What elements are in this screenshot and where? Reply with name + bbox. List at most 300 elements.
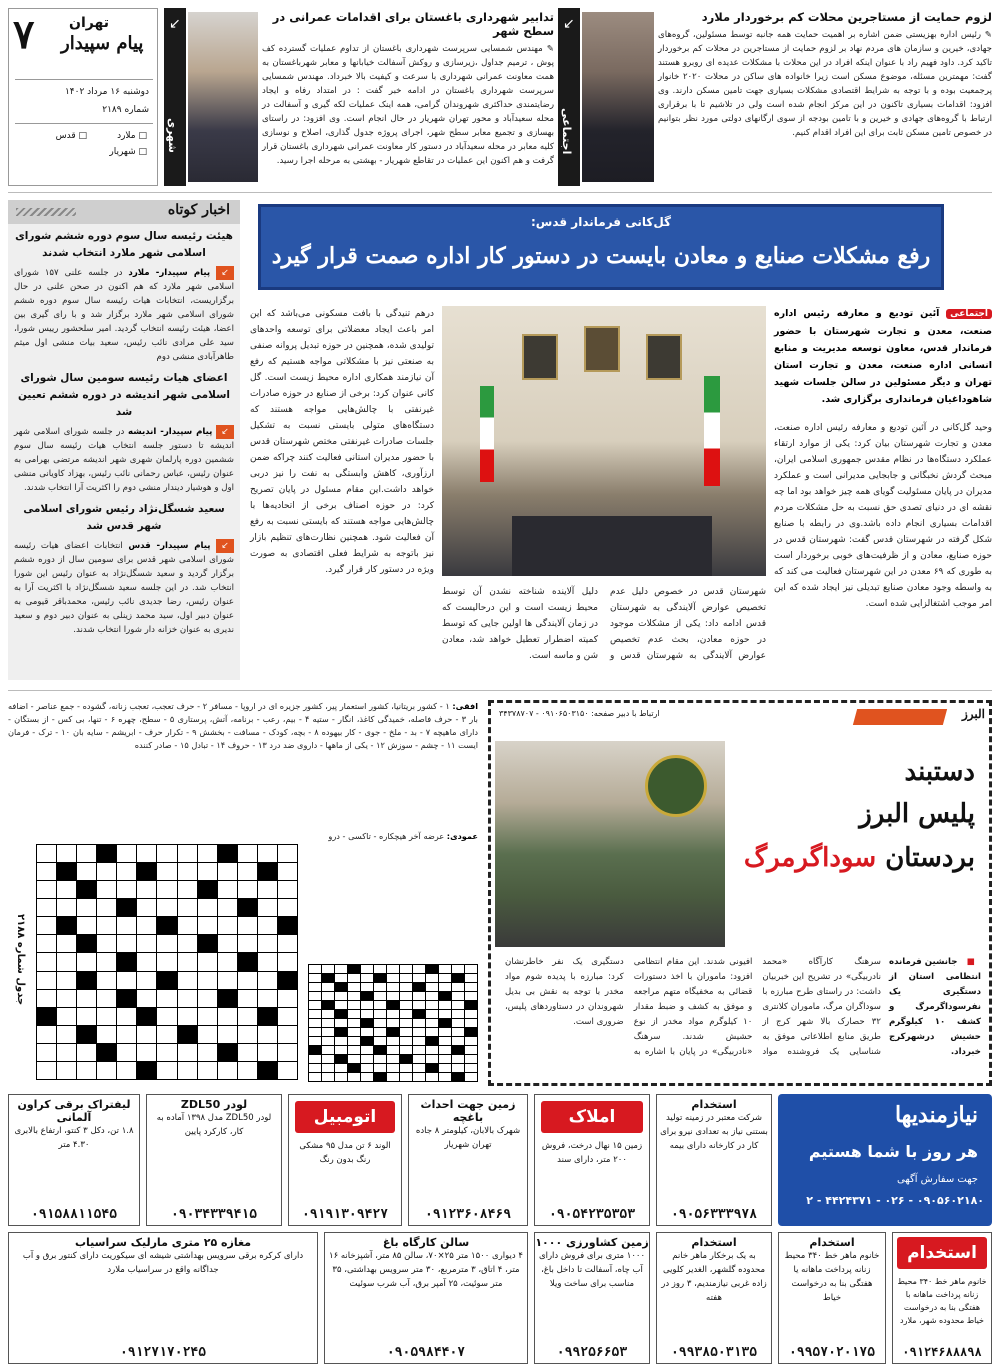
crossword-cell <box>37 990 56 1007</box>
crossword-cell <box>198 845 217 862</box>
main-headline-box <box>258 204 944 290</box>
crossword-cell <box>57 972 76 989</box>
crossword-cell <box>348 992 360 1000</box>
crossword-black-cell <box>137 863 156 880</box>
police-title-1: دستبند <box>904 757 975 787</box>
crossword-cell <box>387 965 399 973</box>
crossword-cell <box>218 972 237 989</box>
police-emblem <box>645 755 707 817</box>
crossword-black-cell <box>452 974 464 982</box>
crossword-cell <box>387 974 399 982</box>
crossword-cell <box>309 992 321 1000</box>
crossword-cell <box>57 1008 76 1025</box>
police-title-3: بردستان سوداگرمرگ <box>743 843 975 873</box>
crossword-cell <box>97 1062 116 1079</box>
crossword-cell <box>465 1019 477 1027</box>
crossword-black-cell <box>97 1044 116 1061</box>
crossword-cell <box>413 1028 425 1036</box>
crossword-cell <box>400 992 412 1000</box>
arrow-icon: ↙ <box>563 16 575 32</box>
crossword-cell <box>198 1044 217 1061</box>
crossword-black-cell <box>178 1026 197 1043</box>
short-news-body: ↙ پیام سپیدار- اندیشه در جلسه شورای اسلامی شهر اندیشه تا دستور جلسه انتخاب هیات رئیسه سال سوم ششمین دوره پارلمان شهری شهر اندیشه مرتضی بهرامی به عنوان رئیس، عباس رحمانی نائب رئیس، بهزاد کاویانی منشی اول و هوشیار دیندار منشی دوم را اکثریت آرا انتخاب شدند. <box>14 427 234 493</box>
crossword-cell <box>218 1008 237 1025</box>
crossword-cell <box>439 1064 451 1072</box>
ad-phone: ۰۹۰۵۴۲۳۵۳۵۳ <box>548 1207 636 1222</box>
crossword-cell <box>178 972 197 989</box>
crossword-cell <box>309 1037 321 1045</box>
slash-icon <box>16 208 76 216</box>
crossword-black-cell <box>335 1028 347 1036</box>
crossword-cell <box>238 845 257 862</box>
ad-body: شرکت معتبر در زمینه تولید بستنی نیاز به تعدادی نیرو برای کار در کارخانه دارای بیمه <box>660 1113 768 1151</box>
crossword-cell <box>198 972 217 989</box>
crossword-cell <box>178 845 197 862</box>
niazmandiha-slogan: هر روز با شما هستیم <box>808 1142 978 1161</box>
crossword-cell <box>426 992 438 1000</box>
classified-ad <box>408 1094 528 1226</box>
crossword-cell <box>439 1046 451 1054</box>
top-story-1 <box>262 10 554 186</box>
crossword-cell <box>77 899 96 916</box>
section-strip-social <box>558 8 580 186</box>
crossword-cell <box>361 1028 373 1036</box>
crossword-cell <box>387 1037 399 1045</box>
crossword-cell <box>57 1044 76 1061</box>
crossword-cell <box>77 990 96 1007</box>
crossword-cell <box>361 1064 373 1072</box>
crossword-cell <box>278 1008 297 1025</box>
crossword-cell <box>439 1028 451 1036</box>
crossword-cell <box>335 992 347 1000</box>
ad-phone: ۰۹۱۵۸۸۱۱۵۴۵ <box>30 1207 118 1222</box>
niazmandiha-title: نیازمندیها <box>894 1102 978 1128</box>
classified-ad <box>778 1232 886 1364</box>
crossword-black-cell <box>198 881 217 898</box>
crossword-black-cell <box>278 972 297 989</box>
ad-body: ۴ دیواری ۱۵۰۰ متر ۲۵×۷۰، سالن ۸۵ متر، آشپزخانه ۱۶ متر، ۴ اتاق، ۳ مترمربع، ۳۰ متر سرویس بهداشتی، ۳۵ متر سوئیت، ۲۵ آمپر برق، آب شرب سوئیت <box>329 1251 523 1289</box>
crossword-black-cell <box>348 1064 360 1072</box>
crossword-cell <box>413 1064 425 1072</box>
crossword-cell <box>348 1055 360 1063</box>
crossword-cell <box>452 1028 464 1036</box>
crossword-cell <box>413 1073 425 1081</box>
crossword-black-cell <box>238 899 257 916</box>
crossword-cell <box>178 953 197 970</box>
crossword-cell <box>439 1037 451 1045</box>
crossword-black-cell <box>117 953 136 970</box>
crossword-cell <box>361 965 373 973</box>
crossword-black-cell <box>57 917 76 934</box>
crossword-cell <box>137 845 156 862</box>
classifieds <box>8 1094 992 1364</box>
crossword-cell <box>335 1019 347 1027</box>
crossword-cell <box>465 992 477 1000</box>
crossword-cell <box>97 1026 116 1043</box>
crossword-cell <box>335 1001 347 1009</box>
crossword-cell <box>413 1019 425 1027</box>
crossword-cell <box>238 1026 257 1043</box>
crossword-cell <box>309 1028 321 1036</box>
crossword-cell <box>77 863 96 880</box>
iran-flag <box>480 386 494 482</box>
contact-line: ارتباط با دبیر صفحه: ۰۹۱۰۶۵۰۳۱۵۰ - ۳۴۳۷۸۷۰۷ <box>499 709 660 718</box>
crossword-black-cell <box>157 972 176 989</box>
meeting-table <box>512 516 712 576</box>
crossword-cell <box>157 1026 176 1043</box>
crossword-cell <box>374 1037 386 1045</box>
crossword-cell <box>37 881 56 898</box>
police-col-1 <box>980 1075 981 1076</box>
crossword-cell <box>238 1008 257 1025</box>
crossword-cell <box>97 881 116 898</box>
crossword-cell <box>452 1001 464 1009</box>
crossword-cell <box>178 881 197 898</box>
crossword-cell <box>439 1001 451 1009</box>
police-lead: ■ جانشین فرمانده انتظامی استان از دستگیری یک نفرسوداگرمرگ و کشف ۱۰ کیلوگرم حشیش درشهرکرج خبرداد. <box>889 957 981 1057</box>
crossword-cell <box>97 953 116 970</box>
crossword-cell <box>426 1001 438 1009</box>
crossword-cell <box>439 965 451 973</box>
crossword-cell <box>137 935 156 952</box>
crossword-cell <box>37 972 56 989</box>
ad-phone: ۰۹۹۳۸۵۰۳۱۳۵ <box>670 1345 758 1360</box>
ad-title: مغازه ۲۵ متری مارلیک سراسیاب <box>74 1236 252 1249</box>
crossword-cell <box>465 1055 477 1063</box>
police-story <box>488 700 992 1086</box>
ad-body: به یک برخکار ماهر خانم محدوده گلشهر، الغدیر کلویی زاده غربی نیازمندیم، ۳ روز در هفته <box>661 1251 767 1303</box>
crossword-cell <box>37 917 56 934</box>
crossword-black-cell <box>278 917 297 934</box>
ad-title: لودر ZDL50 <box>180 1098 248 1111</box>
crossword-cell <box>57 845 76 862</box>
crossword-cell <box>426 983 438 991</box>
crossword-cell <box>97 935 116 952</box>
crossword-cell <box>117 881 136 898</box>
crossword-cell <box>335 1064 347 1072</box>
crossword-black-cell <box>335 1010 347 1018</box>
crossword-cell <box>361 1046 373 1054</box>
ad-phone: ۰۹۱۹۱۳۰۹۴۲۷ <box>301 1207 389 1222</box>
crossword-black-cell <box>387 1001 399 1009</box>
crossword-cell <box>117 917 136 934</box>
crossword-cell <box>157 1044 176 1061</box>
crossword-cell <box>400 1010 412 1018</box>
crossword-cell <box>37 863 56 880</box>
crossword-black-cell <box>258 1008 277 1025</box>
news-arrow-icon: ↙ <box>216 266 234 280</box>
story-title: لزوم حمایت از مستاجرین محلات کم برخوردار ملارد <box>701 10 992 24</box>
ad-phone: ۰۹۰۵۶۳۳۳۹۷۸ <box>670 1207 758 1222</box>
ad-body: ۱.۸ تن، دکل ۳ کنتو، ارتفاع بالابری ۴.۳۰ متر <box>14 1126 134 1150</box>
ad-title: استخدام <box>691 1098 737 1111</box>
crossword-cell <box>198 917 217 934</box>
crossword-cell <box>137 917 156 934</box>
niazmandiha-block <box>778 1094 992 1226</box>
ad-phone: ۰۹۹۵۷۰۲۰۱۷۵ <box>788 1345 876 1360</box>
crossword-cell <box>322 1010 334 1018</box>
crossword-cell <box>348 983 360 991</box>
brand-label: البرز <box>961 707 985 721</box>
crossword-cell <box>178 917 197 934</box>
crossword-cell <box>309 1055 321 1063</box>
crossword-cell <box>465 1073 477 1081</box>
crossword-cell <box>238 972 257 989</box>
crossword-cell <box>278 845 297 862</box>
short-news-header-label: اخبار کوتاه <box>167 202 230 218</box>
portrait-frame <box>584 326 620 372</box>
crossword-cell <box>374 1001 386 1009</box>
crossword-cell <box>387 1064 399 1072</box>
crossword-cell <box>426 1019 438 1027</box>
crossword-black-cell <box>374 1046 386 1054</box>
story-body: ✎ رئیس اداره بهزیستی ضمن اشاره بر اهمیت حمایت همه جانبه توسط مسئولین، گروه‌های جهادی، خیرین و سازمان های مردم نهاد بر لزوم حمایت از مستاجرین در محلات کم برخوردار تاکید کرد. داود فهیم راد با عنوان اینکه افراد در این محلات با مشکلات عدیده ای روبرو هستند گفت: مهمترین مسئله، موضوع مسکن است زیرا خانواده های ساکن در محلات ۲۰۲۰ خانوار پرجمعیت بوده و با توجه به شرایط اقتصادی مشکلات بسیاری جهت تامین مسکن دارند. وی افزود: اقدامات بسیاری تاکنون در این مرکز انجام شده است ولی در تلاشیم تا با برقراری ارتباط با گروه‌های جهادی و خیرین و با تامین بودجه از سوی ارگانهای دولتی مورد نظر بتوانیم در خصوص تامین مسکن ثابت برای این افراد اقدام کنیم. <box>658 30 993 138</box>
crossword-cell <box>198 990 217 1007</box>
crossword-cell <box>77 845 96 862</box>
crossword-cell <box>413 1046 425 1054</box>
crossword-black-cell <box>218 845 237 862</box>
crossword-cell <box>238 935 257 952</box>
crossword-cell <box>387 983 399 991</box>
crossword-cell <box>374 1055 386 1063</box>
crossword-cell <box>348 1073 360 1081</box>
crossword-cell <box>278 935 297 952</box>
crossword-cell <box>322 1019 334 1027</box>
crossword-cell <box>258 845 277 862</box>
crossword-cell <box>57 990 76 1007</box>
crossword-cell <box>400 1073 412 1081</box>
crossword-cell <box>198 899 217 916</box>
main-title: رفع مشکلات صنایع و معادن بایست در دستور کار اداره صمت قرار گیرد <box>271 243 931 269</box>
crossword-cell <box>157 953 176 970</box>
crossword-cell <box>348 1010 360 1018</box>
crossword-cell <box>178 863 197 880</box>
crossword-black-cell <box>198 935 217 952</box>
classified-ad <box>324 1232 528 1364</box>
crossword-cell <box>137 1044 156 1061</box>
crossword-cell <box>387 992 399 1000</box>
crossword-cell <box>117 972 136 989</box>
crossword-black-cell <box>309 1046 321 1054</box>
crossword-cell <box>258 972 277 989</box>
crossword-cell <box>117 863 136 880</box>
portrait-frame <box>646 334 682 380</box>
crossword-cell <box>278 881 297 898</box>
story-title: تدابیر شهرداری باغستان برای اقدامات عمرانی در سطح شهر <box>272 10 554 38</box>
crossword-cell <box>309 1073 321 1081</box>
crossword-cell <box>309 1019 321 1027</box>
crossword-cell <box>309 965 321 973</box>
crossword-down-clues: عمودی: عرضه آخر هیچکاره - تاکسی - درو <box>328 831 478 841</box>
crossword-black-cell <box>137 1008 156 1025</box>
crossword-cell <box>322 1037 334 1045</box>
crossword-cell <box>400 1037 412 1045</box>
logo-main: پیام سپیدار <box>61 33 144 54</box>
hiring-banner-label: استخدام <box>897 1237 987 1269</box>
crossword-cell <box>117 1008 136 1025</box>
crossword-cell <box>439 1010 451 1018</box>
short-news-title: هیئت رئیسه سال سوم دوره ششم شورای اسلامی شهر ملارد انتخاب شدند <box>15 230 233 259</box>
crossword-cell <box>37 1062 56 1079</box>
crossword-cell <box>387 1019 399 1027</box>
main-col-right: وحید گل‌کانی در آئین تودیع و معارفه رئیس اداره صنعت، معدن و تجارت شهرستان بیان کرد: یکی از موارد ارتقاء عملکرد دستگاه‌ها در نظام مقدس جمهوری اسلامی ایران، مبحث گردش نخبگانی و جابجایی مدیرانی است و عملکرد مدیران در پایان مسئولیت گویای همه چیز خواهد بود اما چه نقشه ای در دنیای تصدی حق نسبت به حل مشکلات مردم اقدامات بسیاری انجام داده باشد.وی در رابطه با صنایع شکل گرفته در شهرستان قدس گفت: شهرستان قدس در حوزه صنایع، معادن و از ظرفیت‌های خوبی برخوردار است به طوری که ۶۹ معدن در این شهرستان فعالیت می کند که به واسطه وجود معادن صنایع تبدیلی نیز ایجاد شده که این امر موجب اشتغالزایی شده است. <box>774 423 992 609</box>
crossword-cell <box>97 1008 116 1025</box>
crossword-black-cell <box>452 1046 464 1054</box>
crossword-cell <box>157 990 176 1007</box>
ad-title: استخدام <box>809 1236 855 1249</box>
crossword-black-cell <box>387 1028 399 1036</box>
crossword-cell <box>426 1010 438 1018</box>
crossword-cell <box>37 1044 56 1061</box>
classified-ad <box>146 1094 282 1226</box>
ad-phone: ۰۹۱۲۴۶۸۸۸۹۸ <box>902 1345 982 1359</box>
crossword-cell <box>426 1055 438 1063</box>
crossword-cell <box>137 881 156 898</box>
crossword-cell <box>37 935 56 952</box>
crossword-black-cell <box>335 1055 347 1063</box>
crossword-cell <box>348 974 360 982</box>
crossword-cell <box>387 1010 399 1018</box>
crossword-cell <box>57 1026 76 1043</box>
crossword-cell <box>97 990 116 1007</box>
crossword-cell <box>452 983 464 991</box>
crossword-cell <box>465 1064 477 1072</box>
crossword-cell <box>309 1001 321 1009</box>
crossword-black-cell <box>322 974 334 982</box>
crossword-cell <box>335 1073 347 1081</box>
section-label-urban: شهری <box>166 118 179 154</box>
crossword-cell <box>400 1019 412 1027</box>
crossword-cell <box>218 1062 237 1079</box>
crossword-cell <box>439 974 451 982</box>
crossword-cell <box>37 1026 56 1043</box>
crossword-cell <box>426 1046 438 1054</box>
crossword-cell <box>238 1062 257 1079</box>
crossword-cell <box>335 1037 347 1045</box>
crossword-cell <box>97 863 116 880</box>
pen-icon: ✎ <box>981 30 993 40</box>
ad-title: املاک <box>541 1101 643 1133</box>
crossword-black-cell <box>361 1037 373 1045</box>
portrait-photo-fahimrad <box>582 12 654 182</box>
crossword-cell <box>439 1055 451 1063</box>
crossword-cell <box>452 1019 464 1027</box>
crossword-black-cell <box>218 1044 237 1061</box>
crossword-cell <box>218 953 237 970</box>
crossword-cell <box>309 983 321 991</box>
crossword-cell <box>198 1008 217 1025</box>
crossword-clues: افقی: ۱ - کشور بریتانیا، کشور استعمار پیر، کشور جزیره ای در اروپا - مسافر ۲ - حرف تعجب، تعجب زنانه، گشوده - جمع عناصر - اضافه بار ۳ - حرف فاصله، خمیدگی کاغذ، انگار - ستیه ۴ - بیم، رعب - برنامه، آتش، پرستاری ۵ - سطح، چهره ۶ - تنها، بی کس - از بستگان - دارای ماهیچه ۷ - بد - ملخ - جوی - کار بیهوده ۸ - بچه، کودک - مسافت - بخشش ۹ - تکرار حرف - ابریشم - سایه بان ۱۰ - ترک - فرمان ایست ۱۱ - چشم - سوزش ۱۲ - یکی از ماهها - داروی ضد درد ۱۳ - حروف ۱۴ - تبادل ۱۵ - صادر کننده <box>8 701 478 750</box>
crossword-black-cell <box>465 1028 477 1036</box>
crossword-cell <box>238 990 257 1007</box>
crossword-black-cell <box>117 990 136 1007</box>
crossword-cell <box>374 1019 386 1027</box>
crossword-cell <box>57 1062 76 1079</box>
crossword-cell <box>37 899 56 916</box>
crossword-cell <box>309 1010 321 1018</box>
short-news-title: اعضای هیات رئیسه سومین سال شورای اسلامی شهر اندیشه در دوره ششم تعیین شد <box>17 372 231 418</box>
crossword-cell <box>439 983 451 991</box>
ad-body: خانوم ماهر خط ۳۴۰ محیط زنانه پرداخت ماهانه با هفتگی بنا به درخواست خیاط محدوده شهر، ملارد <box>897 1277 987 1325</box>
crossword-cell <box>258 953 277 970</box>
crossword-cell <box>322 1046 334 1054</box>
crossword-cell <box>198 953 217 970</box>
crossword-cell <box>218 881 237 898</box>
logo-small: تهران <box>69 15 109 31</box>
crossword-cell <box>322 1064 334 1072</box>
divider <box>8 192 992 193</box>
crossword-cell <box>258 990 277 1007</box>
crossword-cell <box>218 917 237 934</box>
crossword-black-cell <box>77 1026 96 1043</box>
crossword-cell <box>198 1026 217 1043</box>
police-body: سرهنگ کارآگاه «محمد نادربیگی» در تشریح این خبربیان داشت: در راستای طرح مبارزه با سوداگران مرگ، ماموران کلانتری ۳۲ حصارک بالا شهر کرج از طریق منابع اطلاعاتی موفق به شناسایی یک فروشنده مواد افیونی شدند. این مقام انتظامی افزود: ماموران با اخذ دستورات قضائی به مخفیگاه متهم مراجعه و موفق به کشف و ضبط مقدار ۱۰ کیلوگرم مواد مخدر از نوع حشیش شدند. سرهنگ «نادربیگی» در پایان با اشاره به دستگیری یک نفر خاطرنشان کرد: مبارزه با پدیده شوم مواد مخدر با توجه به نقش بی بدیل شهروندان در دستاوردهای پلیس، ضروری است. <box>505 957 881 1057</box>
crossword-black-cell <box>400 1055 412 1063</box>
crossword-cell <box>198 863 217 880</box>
top-story-2 <box>658 10 992 186</box>
ad-title: استخدام <box>691 1236 737 1249</box>
crossword-solution-grid <box>308 964 478 1082</box>
crossword-cell <box>361 1010 373 1018</box>
portrait-frame <box>522 334 558 380</box>
crossword-black-cell <box>117 899 136 916</box>
crossword-cell <box>400 983 412 991</box>
crossword-black-cell <box>218 990 237 1007</box>
ad-title: لیفتراک برقی کراون آلمانی <box>17 1098 131 1124</box>
city-qods: □ قدس <box>55 131 87 141</box>
ad-phone: ۰۹۰۳۴۳۳۹۴۱۵ <box>170 1207 258 1222</box>
crossword-cell <box>465 983 477 991</box>
crossword-cell <box>465 1037 477 1045</box>
crossword-cell <box>77 1044 96 1061</box>
crossword-cell <box>117 1062 136 1079</box>
crossword-black-cell <box>157 917 176 934</box>
crossword-cell <box>452 992 464 1000</box>
crossword-cell <box>157 1062 176 1079</box>
crossword-cell <box>117 1026 136 1043</box>
ad-body: دارای کرکره برقی سرویس بهداشتی شیشه ای سیکوریت دارای کنتور برق و آب جداگانه واقع در سراسیاب ملارد <box>22 1251 304 1275</box>
section-label-social: اجتماعی <box>560 108 573 155</box>
crossword-black-cell <box>439 1019 451 1027</box>
crossword-cell <box>157 845 176 862</box>
niazmandiha-phones: ۰۹۰۵۶۰۲۱۸۰ - ۰۲۶ - ۴۴۲۴۳۷۱ - ۲ <box>806 1194 984 1207</box>
crossword-cell <box>97 899 116 916</box>
crossword-cell <box>361 983 373 991</box>
crossword-cell <box>400 974 412 982</box>
crossword-cell <box>400 965 412 973</box>
classified-ad <box>8 1232 318 1364</box>
crossword-cell <box>400 1001 412 1009</box>
crossword-cell <box>439 1073 451 1081</box>
crossword-cell <box>426 1028 438 1036</box>
crossword-cell <box>452 1010 464 1018</box>
crossword-black-cell <box>57 863 76 880</box>
ad-title: زمین جهت احداث باغچه <box>420 1098 516 1124</box>
crossword-cell <box>137 899 156 916</box>
issue-number: شماره ۲۱۸۹ <box>102 105 149 115</box>
crossword-cell <box>178 1008 197 1025</box>
classified-ad <box>534 1232 650 1364</box>
crossword-cell <box>452 1037 464 1045</box>
crossword-cell <box>322 1028 334 1036</box>
crossword-black-cell <box>374 974 386 982</box>
crossword-cell <box>465 1010 477 1018</box>
meeting-photo <box>442 306 766 576</box>
crossword-cell <box>348 1037 360 1045</box>
crossword-cell <box>413 1055 425 1063</box>
crossword-cell <box>178 1062 197 1079</box>
crossword-cell <box>413 974 425 982</box>
